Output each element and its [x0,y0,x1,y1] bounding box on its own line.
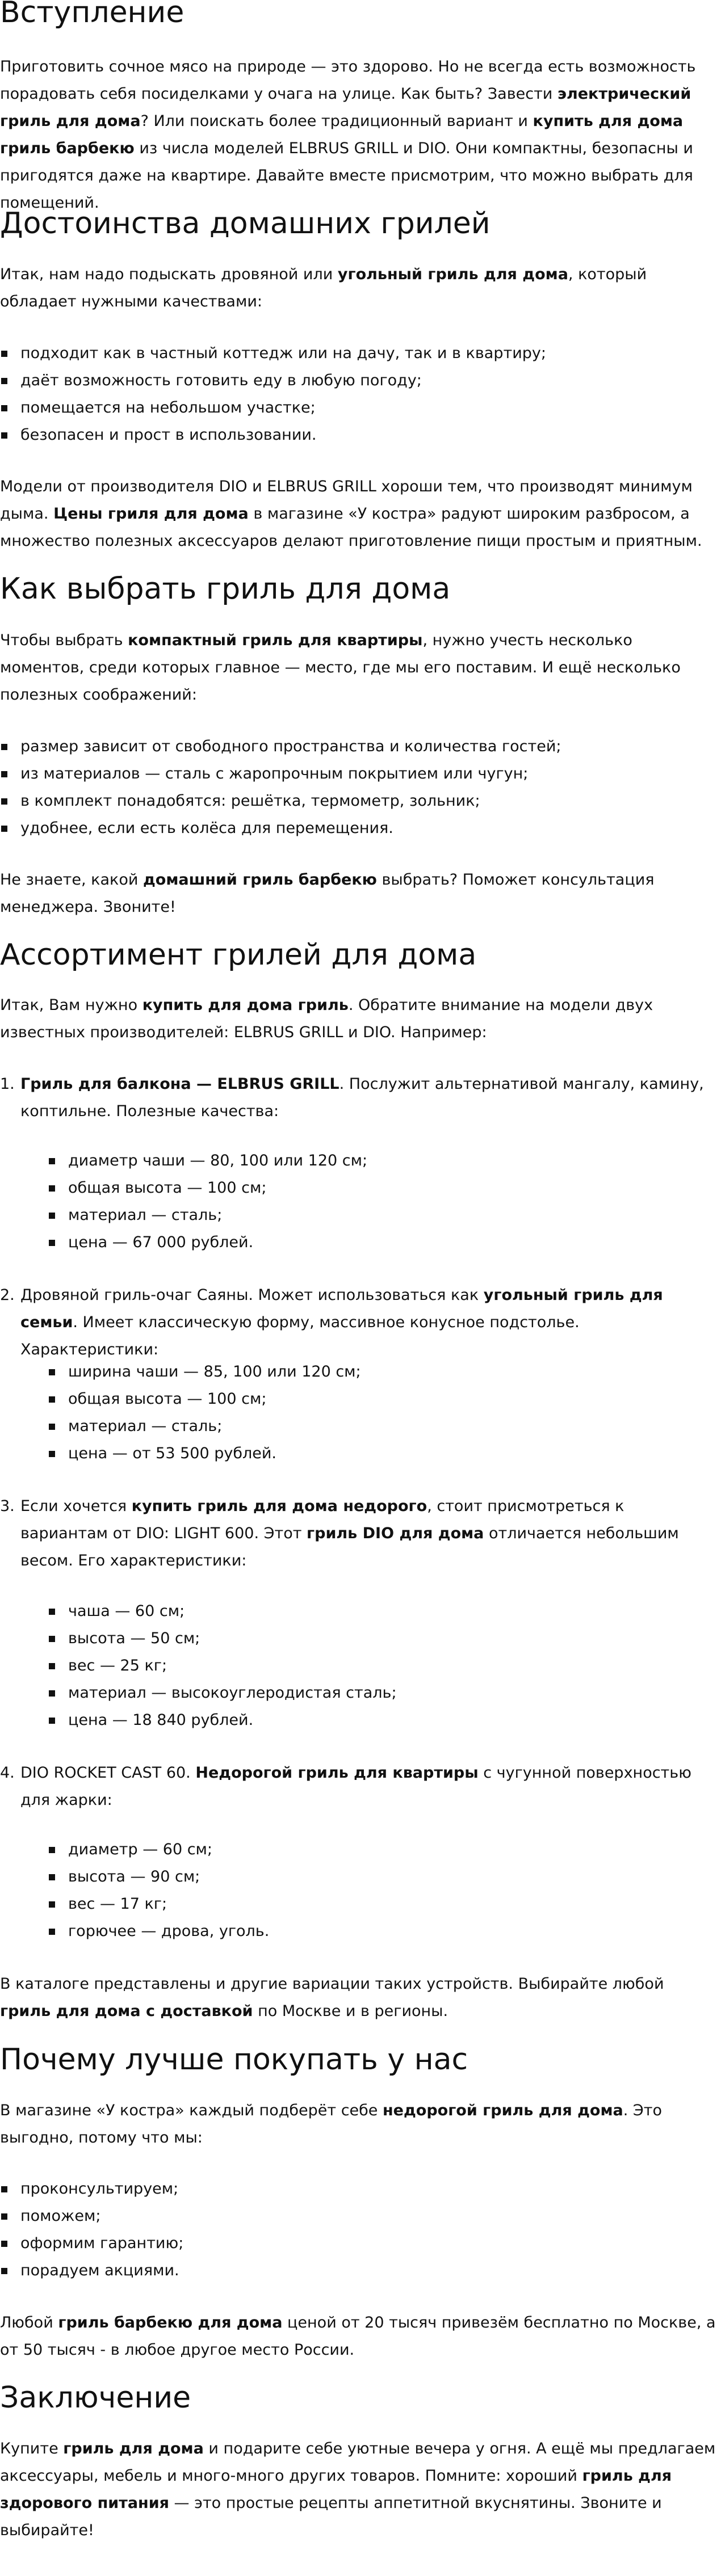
list-item: вес — 25 кг; [68,1652,167,1680]
list-item: цена — от 53 500 рублей. [68,1440,276,1467]
why-paragraph: В магазине «У костра» каждый подберёт себе недорогой гриль для дома. Это выгодно, потому что мы: [0,2102,662,2146]
item-number: 1. [0,1075,15,1093]
ordered-item-4: 4. DIO ROCKET CAST 60. Недорогой гриль для квартиры с чугунной поверхностью для жарки: [20,1760,716,1814]
item-number: 2. [0,1286,15,1304]
list-item: диаметр — 60 см; [68,1836,212,1863]
heading-assortment: Ассортимент грилей для дома [0,938,477,972]
heading-intro: Вступление [0,0,185,30]
list-item: материал — сталь; [68,1413,222,1440]
list-item: проконсультируем; [20,2175,178,2203]
heading-choose: Как выбрать гриль для дома [0,572,451,606]
list-item: цена — 18 840 рублей. [68,1707,253,1734]
list-item: даёт возможность готовить еду в любую погоду; [20,367,422,394]
list-item: диаметр чаши — 80, 100 или 120 см; [68,1147,367,1175]
list-item: порадуем акциями. [20,2257,179,2284]
why-paragraph-2: Любой гриль барбекю для дома ценой от 20 тысяч привезём бесплатно по Москве, а от 50 тысяч - в любое другое место России. [0,2314,716,2359]
choose-paragraph-2: Не знаете, какой домашний гриль барбекю выбрать? Поможет консультация менеджера. Звоните! [0,871,655,916]
list-item: в комплект понадобятся: решётка, термометр, зольник; [20,788,480,815]
assortment-paragraph: Итак, Вам нужно купить для дома гриль. Обратите внимание на модели двух известных производителей: ELBRUS GRILL и DIO. Например: [0,996,653,1041]
list-item: удобнее, если есть колёса для перемещения. [20,815,393,842]
list-item: помещается на небольшом участке; [20,394,316,422]
ordered-item-2: 2. Дровяной гриль-очаг Саяны. Может использоваться как угольный гриль для семьи. Имеет классическую форму, массивное конусное подстолье. Характеристики: [20,1282,716,1363]
list-item: вес — 17 кг; [68,1891,167,1918]
heading-why: Почему лучше покупать у нас [0,2043,468,2077]
list-item: безопасен и прост в использовании. [20,422,317,449]
list-item: подходит как в частный коттедж или на дачу, так и в квартиру; [20,340,546,367]
heading-advantages: Достоинства домашних грилей [0,207,491,241]
item-number: 4. [0,1764,15,1782]
list-item: материал — сталь; [68,1202,222,1229]
list-item: поможем; [20,2203,100,2230]
conclusion-paragraph: Купите гриль для дома и подарите себе уютные вечера у огня. А ещё мы предлагаем аксессуары, мебель и много-много других товаров. Помните: хороший гриль для здорового питания — это простые рецепты аппетитной вкуснятины. Звоните и выбирайте! [0,2440,716,2539]
assortment-paragraph-2: В каталоге представлены и другие вариации таких устройств. Выбирайте любой гриль для дома с доставкой по Москве и в регионы. [0,1975,664,2020]
intro-paragraph: Приготовить сочное мясо на природе — это здорово. Но не всегда есть возможность порадовать себя посиделками у очага на улице. Как быть? Завести электрический гриль для дома? Или поискать более традиционный вариант и купить для дома гриль барбекю из числа моделей ELBRUS GRILL и DIO. Они компактны, безопасны и пригодятся даже на квартире. Давайте вместе присмотрим, что можно выбрать для помещений. [0,58,696,212]
list-item: цена — 67 000 рублей. [68,1229,253,1256]
list-item: общая высота — 100 см; [68,1175,266,1202]
list-item: размер зависит от свободного пространства и количества гостей; [20,733,561,760]
list-item: общая высота — 100 см; [68,1386,266,1413]
advantages-paragraph: Итак, нам надо подыскать дровяной или угольный гриль для дома, который обладает нужными качествами: [0,266,647,310]
ordered-item-3: 3. Если хочется купить гриль для дома недорого, стоит присмотреться к вариантам от DIO: LIGHT 600. Этот гриль DIO для дома отличается небольшим весом. Его характеристики: [20,1493,716,1575]
list-item: из материалов — сталь с жаропрочным покрытием или чугун; [20,760,528,788]
list-item: материал — высокоуглеродистая сталь; [68,1680,397,1707]
choose-paragraph: Чтобы выбрать компактный гриль для квартиры, нужно учесть несколько моментов, среди которых главное — место, где мы его поставим. И ещё несколько полезных соображений: [0,632,681,704]
list-item: горючее — дрова, уголь. [68,1918,269,1945]
ordered-item-1: 1. Гриль для балкона — ELBRUS GRILL. Послужит альтернативой мангалу, камину, коптильне. Полезные качества: [20,1071,716,1125]
item-number: 3. [0,1497,15,1515]
list-item: ширина чаши — 85, 100 или 120 см; [68,1358,361,1386]
list-item: чаша — 60 см; [68,1598,185,1625]
list-item: высота — 90 см; [68,1863,200,1891]
list-item: оформим гарантию; [20,2230,183,2257]
advantages-paragraph-2: Модели от производителя DIO и ELBRUS GRILL хороши тем, что производят минимум дыма. Цены гриля для дома в магазине «У костра» радуют широким разбросом, а множество полезных аксессуаров делают приготовление пищи простым и приятным. [0,478,702,550]
heading-conclusion: Заключение [0,2381,191,2415]
list-item: высота — 50 см; [68,1625,200,1652]
